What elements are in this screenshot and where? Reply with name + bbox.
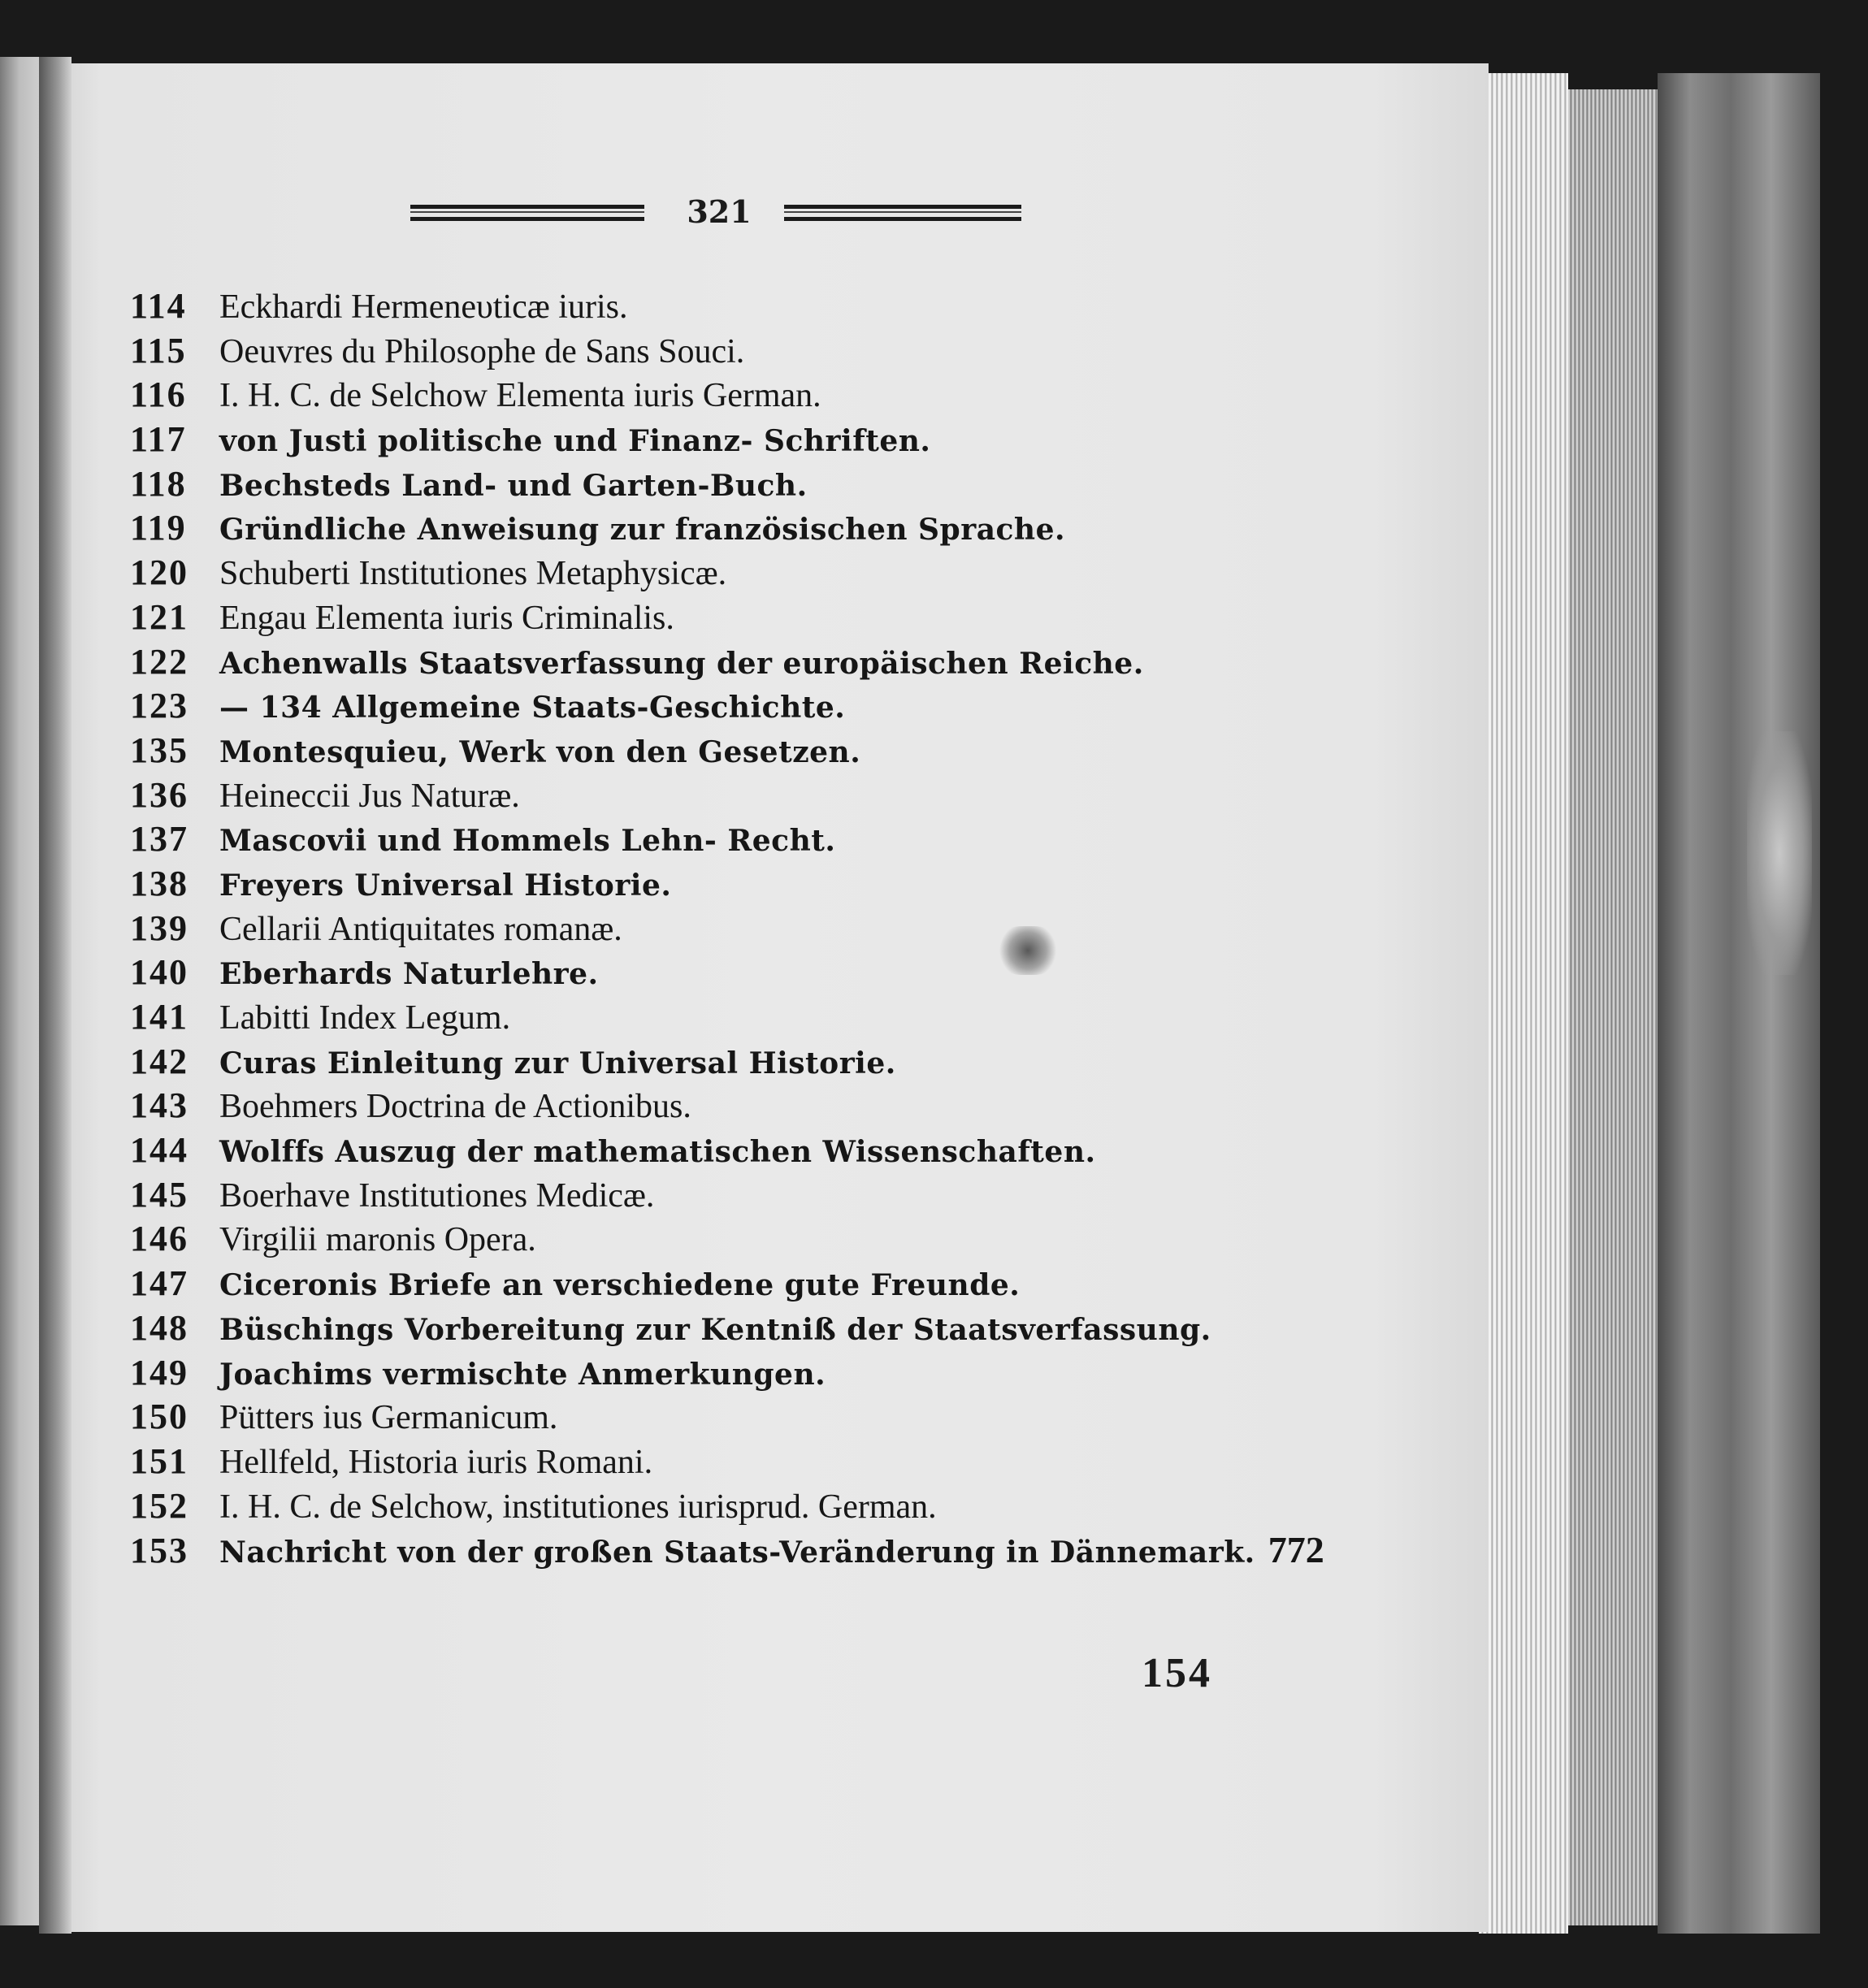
entry-title: Joachims vermischte Anmerkungen. [219,1357,826,1392]
entry-title: Hellfeld, Historia iuris Romani. [219,1443,653,1481]
entry-number: 136 [130,774,189,815]
entry-number: 153 [130,1531,189,1571]
entry-number: 143 [130,1085,189,1126]
entry-title: Wolffs Auszug der mathematischen Wissenschaften. [219,1135,1096,1170]
list-item [130,596,1349,640]
entry-number: 114 [130,286,187,326]
list-item [130,1440,1349,1484]
entry-title: Freyers Universal Historie. [219,868,672,903]
entry-number: 144 [130,1130,189,1171]
entry-number: 141 [130,997,189,1037]
entry-number: 145 [130,1174,189,1215]
entry-title: I. H. C. de Selchow Elementa iuris German. [219,377,821,415]
entry-title: Cellarii Antiquitates romanæ. [219,910,622,948]
list-item [130,817,1349,862]
entry-number: 137 [130,819,189,860]
list-item [130,862,1349,907]
entry-title: Achenwalls Staatsverfassung der europäischen Reiche. [219,646,1144,681]
list-item [130,1351,1349,1396]
entry-number: 140 [130,952,189,993]
entry-title: Büschings Vorbereitung zur Kentniß der Staatsverfassung. [219,1312,1211,1347]
fore-edge-pages [1479,73,1568,1934]
page-number: 321 [687,193,752,230]
entry-number: 146 [130,1219,189,1259]
entry-title: I. H. C. de Selchow, institutiones iurisprud. German. [219,1488,937,1526]
entry-title: — 134 Allgemeine Staats-Geschichte. [219,691,846,725]
entry-title: Pütters ius Germanicum. [219,1399,558,1437]
list-item [130,907,1349,951]
entry-number: 123 [130,686,189,726]
entry-number: 122 [130,641,189,682]
list-item [130,951,1349,995]
list-item [130,729,1349,773]
entry-number: 152 [130,1485,189,1526]
list-item [130,1040,1349,1085]
list-item [130,418,1349,462]
list-item [130,1128,1349,1173]
list-item [130,462,1349,507]
entry-title: Oeuvres du Philosophe de Sans Souci. [219,332,745,370]
gutter-shadow [39,57,72,1934]
entry-title: Boehmers Doctrina de Actionibus. [219,1088,691,1126]
entry-number: 148 [130,1307,189,1348]
list-item [130,373,1349,418]
entry-number: 120 [130,552,189,593]
entry-number: 117 [130,419,187,460]
cover-wear-mark [1747,731,1812,975]
entry-number: 150 [130,1397,189,1437]
list-item [130,640,1349,685]
entry-number: 135 [130,730,189,770]
entry-number: 149 [130,1352,189,1392]
entry-title: Schuberti Institutiones Metaphysicæ. [219,555,727,593]
entry-number: 151 [130,1440,189,1481]
entry-number: 147 [130,1263,189,1304]
entry-title: von Justi politische und Finanz- Schriften. [219,424,931,459]
list-item [130,1395,1349,1440]
list-item [130,329,1349,374]
list-item [130,1217,1349,1262]
list-item [130,1306,1349,1351]
entry-title: Eberhards Naturlehre. [219,957,599,992]
list-item [130,1484,1349,1529]
entry-title: Eckhardi Hermeneυticæ iuris. [219,288,628,326]
entry-title: Montesquieu, Werk von den Gesetzen. [219,734,861,769]
list-item [130,506,1349,551]
entry-number: 118 [130,463,187,504]
header-rule-left [410,205,644,221]
entry-title: Mascovii und Hommels Lehn- Recht. [219,824,836,859]
entry-number: 139 [130,907,189,948]
list-item [130,1084,1349,1128]
entry-title: Heineccii Jus Naturæ. [219,777,520,815]
ink-blot [995,926,1060,975]
list-item [130,1262,1349,1306]
entry-title: Virgilii maronis Opera. [219,1221,536,1259]
page-header [410,193,1028,234]
list-item [130,773,1349,818]
entry-title: Curas Einleitung zur Universal Historie. [219,1046,896,1081]
entry-number: 121 [130,596,189,637]
entry-title: Labitti Index Legum. [219,999,511,1037]
page-block-edge [1568,89,1658,1925]
catchword: 154 [1142,1650,1212,1696]
entry-number: 115 [130,330,187,370]
entry-number: 142 [130,1041,189,1081]
list-item [130,684,1349,729]
entry-title: Ciceronis Briefe an verschiedene gute Freunde. [219,1268,1021,1303]
list-item [130,1528,1349,1573]
entry-title: Engau Elementa iuris Criminalis. [219,599,674,637]
list-item [130,995,1349,1040]
list-item [130,284,1349,329]
entry-title: Bechsteds Land- und Garten-Buch. [219,468,808,503]
catalogue-list [130,284,1349,1573]
entry-title: Gründliche Anweisung zur französischen Sprache. [219,513,1066,548]
entry-title: Nachricht von der großen Staats-Veränderung in Dännemark. [219,1535,1255,1570]
list-item [130,551,1349,596]
list-item [130,1173,1349,1218]
entry-number: 119 [130,508,187,548]
entry-trailing-number: 772 [1268,1529,1324,1571]
entry-title: Boerhave Institutiones Medicæ. [219,1176,655,1215]
book-cover [1658,73,1820,1934]
entry-number: 116 [130,375,187,415]
entry-number: 138 [130,863,189,903]
header-rule-right [784,205,1021,221]
